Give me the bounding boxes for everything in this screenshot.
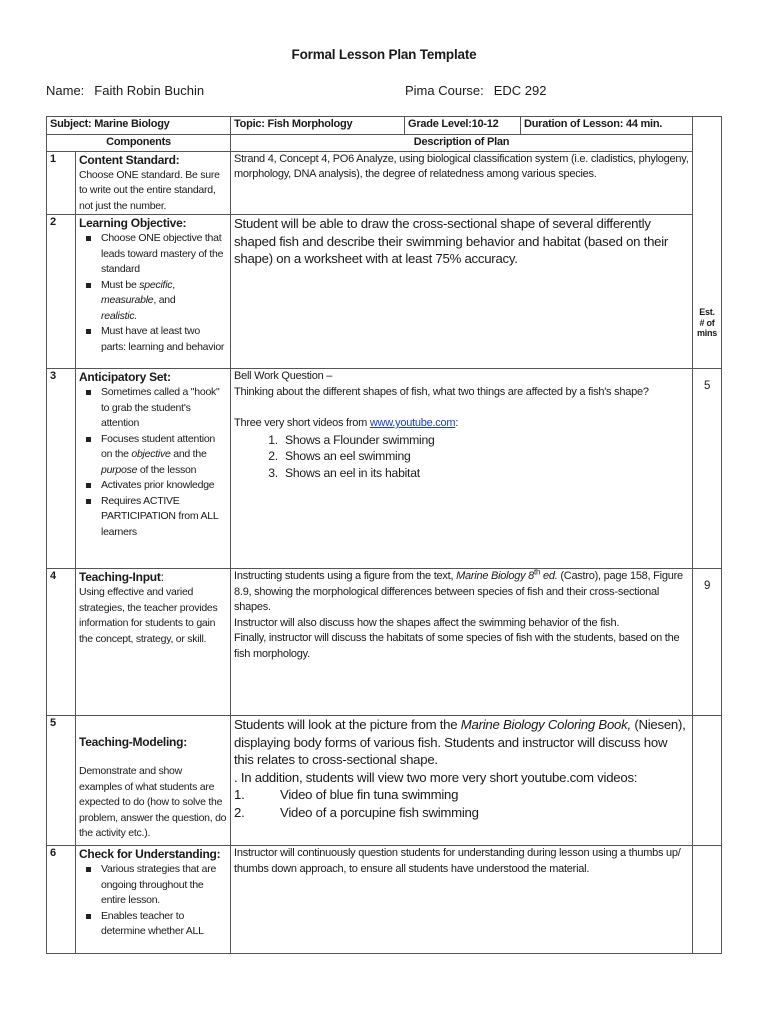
plan-cell: Instructor will continuously question students for understanding during lesson using a thumbs up/ thumbs down approach, to ensure all students have understood the material. xyxy=(231,846,693,954)
row-number: 6 xyxy=(47,846,76,954)
component-description: Choose ONE standard. Be sure to write out the entire standard, not just the number. xyxy=(79,168,220,212)
text-fragment: , xyxy=(172,278,175,291)
list-item: Requires ACTIVE PARTICIPATION from ALL learners xyxy=(101,494,227,541)
emphasis-text: measurable xyxy=(101,294,154,306)
subheader-row xyxy=(47,135,722,152)
table-row xyxy=(47,846,722,954)
course-label: Pima Course: xyxy=(405,83,484,98)
list-item: Sometimes called a "hook" to grab the student's attention xyxy=(101,385,227,432)
video-list xyxy=(234,432,689,482)
mins-column-top xyxy=(693,117,722,369)
table-row xyxy=(47,716,722,846)
course-field xyxy=(405,83,547,98)
bell-work-question: Thinking about the different shapes of fish, what two things are affected by a fish's shape? xyxy=(234,385,649,398)
list-item: Must have at least two parts: learning and behavior xyxy=(101,324,227,355)
plan-paragraph xyxy=(234,716,689,769)
grade-cell: Grade Level:10-12 xyxy=(405,117,521,135)
videos-intro xyxy=(234,416,689,432)
text-fragment: (Niesen), displaying body forms of various fish. Students and instructor will discuss how this relates to cross-sectional shape. xyxy=(234,717,686,767)
book-title: Marine Biology 8 xyxy=(456,570,534,582)
table-row xyxy=(47,569,722,716)
row-number: 2 xyxy=(47,215,76,369)
emphasis-text: objective xyxy=(131,448,171,460)
header-row xyxy=(47,117,722,135)
est-mins-label: Est. # of mins xyxy=(697,307,718,338)
list-item xyxy=(234,804,689,822)
list-item: 2. Shows an eel swimming xyxy=(281,448,689,465)
plan-cell xyxy=(231,569,693,716)
component-bullets xyxy=(79,385,227,540)
name-value: Faith Robin Buchin xyxy=(94,83,205,98)
mins-cell xyxy=(693,569,722,716)
plan-cell: Strand 4, Concept 4, PO6 Analyze, using biological classification system (i.e. cladistics, phylogeny, morphology, DNA analysis), the degree of relatedness among various species. xyxy=(231,151,693,215)
text-fragment: : xyxy=(160,570,164,584)
component-cell xyxy=(76,569,231,716)
text-fragment: Instructing students using a figure from the text, xyxy=(234,570,457,582)
component-cell xyxy=(76,716,231,846)
plan-cell xyxy=(231,369,693,569)
youtube-link[interactable]: www.youtube.com xyxy=(369,417,456,429)
plan-paragraph xyxy=(234,569,689,616)
component-title: Content Standard: xyxy=(79,152,180,167)
plan-paragraph: Finally, instructor will discuss the habitats of some species of fish with the students, based on the fish morphology. xyxy=(234,632,680,660)
topic-cell: Topic: Fish Morphology xyxy=(231,117,405,135)
row-number: 4 xyxy=(47,569,76,716)
component-title: Check for Understanding: xyxy=(79,847,221,861)
list-item xyxy=(101,278,227,325)
emphasis-text: specific xyxy=(139,278,173,291)
document-title: Formal Lesson Plan Template xyxy=(291,47,477,62)
subject-cell: Subject: Marine Biology xyxy=(47,117,231,135)
text-fragment: Focuses student attention on the xyxy=(101,432,215,460)
row-number: 5 xyxy=(47,716,76,846)
mins-cell xyxy=(693,716,722,846)
text-fragment: Must be xyxy=(101,278,140,291)
text-fragment: and the xyxy=(170,448,207,460)
component-title: Learning Objective: xyxy=(79,216,187,230)
table-row xyxy=(47,151,722,215)
table-row xyxy=(47,369,722,569)
book-title: Marine Biology Coloring Book, xyxy=(460,717,631,732)
component-description: Using effective and varied strategies, the teacher provides information for students to gain the concept, strategy, or skill. xyxy=(79,586,218,645)
mins-cell xyxy=(693,846,722,954)
item-number: 2. xyxy=(234,804,245,820)
list-item xyxy=(101,432,227,479)
plan-cell: Student will be able to draw the cross-sectional shape of several differently shaped fish and describe their swimming behavior and habitat (based on their shape) on a worksheet with at least 75% accuracy. xyxy=(231,215,693,369)
list-item: 3. Shows an eel in its habitat xyxy=(281,465,689,482)
text-fragment: Three very short videos from xyxy=(234,417,370,429)
duration-cell: Duration of Lesson: 44 min. xyxy=(521,117,693,135)
list-item xyxy=(234,786,689,804)
row-number: 3 xyxy=(47,369,76,569)
plan-paragraph: . In addition, students will view two more very short youtube.com videos: xyxy=(234,769,638,785)
mins-value: 5 xyxy=(703,380,711,392)
item-number: 1. xyxy=(234,787,245,802)
list-item: Enables teacher to determine whether ALL xyxy=(101,909,227,940)
plan-paragraph: Instructor will also discuss how the shapes affect the swimming behavior of the fish. xyxy=(234,616,620,629)
components-header: Components xyxy=(47,135,231,152)
component-title: Teaching-Modeling: xyxy=(79,735,187,749)
component-cell xyxy=(76,369,231,569)
component-bullets xyxy=(79,231,227,355)
item-text: Video of a porcupine fish swimming xyxy=(280,804,479,820)
component-cell xyxy=(76,846,231,954)
component-cell xyxy=(76,215,231,369)
text-fragment: Students will look at the picture from the xyxy=(234,717,461,732)
name-label: Name: xyxy=(46,83,85,98)
plan-cell xyxy=(231,716,693,846)
text-fragment: Teaching-Input xyxy=(79,570,161,584)
course-value: EDC 292 xyxy=(493,83,547,98)
superscript-text: th xyxy=(534,568,541,577)
component-cell xyxy=(76,151,231,215)
description-header: Description of Plan xyxy=(231,135,693,152)
emphasis-text: ed. xyxy=(540,570,558,582)
text-fragment: , and xyxy=(153,294,176,306)
mins-cell xyxy=(693,369,722,569)
name-field xyxy=(46,83,204,98)
list-item: Choose ONE objective that leads toward mastery of the standard xyxy=(101,231,227,278)
row-number: 1 xyxy=(47,151,76,215)
component-title xyxy=(79,569,227,585)
item-text: Video of blue fin tuna swimming xyxy=(280,787,459,802)
text-fragment: of the lesson xyxy=(137,463,197,476)
text-fragment: : xyxy=(455,417,459,429)
list-item: 1. Shows a Flounder swimming xyxy=(281,432,689,449)
list-item: Various strategies that are ongoing throughout the entire lesson. xyxy=(101,862,227,909)
lesson-plan-table xyxy=(46,116,722,954)
emphasis-text: purpose xyxy=(101,463,138,476)
list-item: Activates prior knowledge xyxy=(101,478,227,494)
component-description: Demonstrate and show examples of what students are expected to do (how to solve the problem, answer the question, do the activity etc.). xyxy=(79,765,227,839)
mins-value: 9 xyxy=(703,580,711,592)
component-title: Anticipatory Set: xyxy=(79,370,171,384)
text-fragment: (Castro), page 158, Figure 8.9, showing the morphological differences between species of fish and their cross-sectional shapes. xyxy=(234,570,683,613)
bell-work-label: Bell Work Question – xyxy=(234,370,333,382)
emphasis-text: realistic. xyxy=(101,309,138,322)
component-bullets xyxy=(79,862,227,940)
table-row xyxy=(47,215,722,369)
